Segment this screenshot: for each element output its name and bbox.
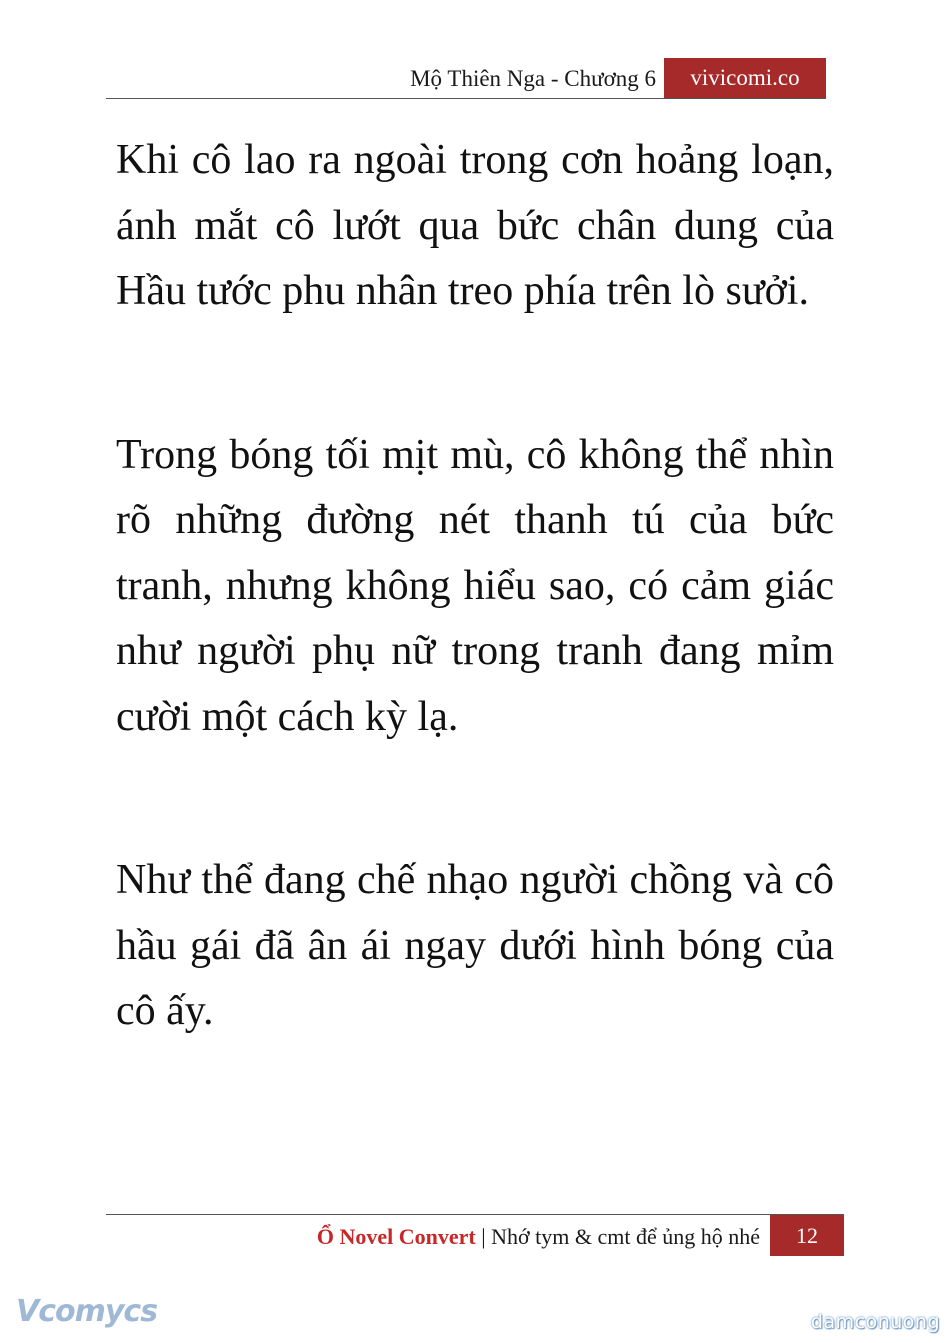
page-header [106, 58, 826, 99]
paragraph-2: Trong bóng tối mịt mù, cô không thể nhìn rõ những đường nét thanh tú của bức tranh, nhưng không hiểu sao, có cảm giác như người phụ nữ trong tranh đang mỉm cười một cách kỳ lạ. [116, 431, 834, 740]
watermark-logo-left: Vcomycs [16, 1294, 158, 1329]
watermark-logo-right: damconuong [810, 1311, 940, 1333]
page-number: 12 [770, 1215, 844, 1256]
footer-brand: Ổ Novel Convert [316, 1224, 476, 1249]
paragraph-3: Như thể đang chế nhạo người chồng và cô hầu gái đã ân ái ngay dưới hình bóng của cô ấy. [116, 857, 834, 1034]
page-content [116, 128, 834, 1143]
page-footer [106, 1214, 844, 1256]
paragraph-1: Khi cô lao ra ngoài trong cơn hoảng loạn, ánh mắt cô lướt qua bức chân dung của Hầu tước phu nhân treo phía trên lò sưởi. [116, 137, 834, 314]
footer-message: Nhớ tym & cmt để ủng hộ nhé [491, 1224, 760, 1249]
chapter-title: Mộ Thiên Nga - Chương 6 [410, 66, 656, 91]
site-badge: vivicomi.co [664, 58, 826, 98]
footer-separator: | [481, 1224, 486, 1249]
footer-text [317, 1224, 760, 1250]
